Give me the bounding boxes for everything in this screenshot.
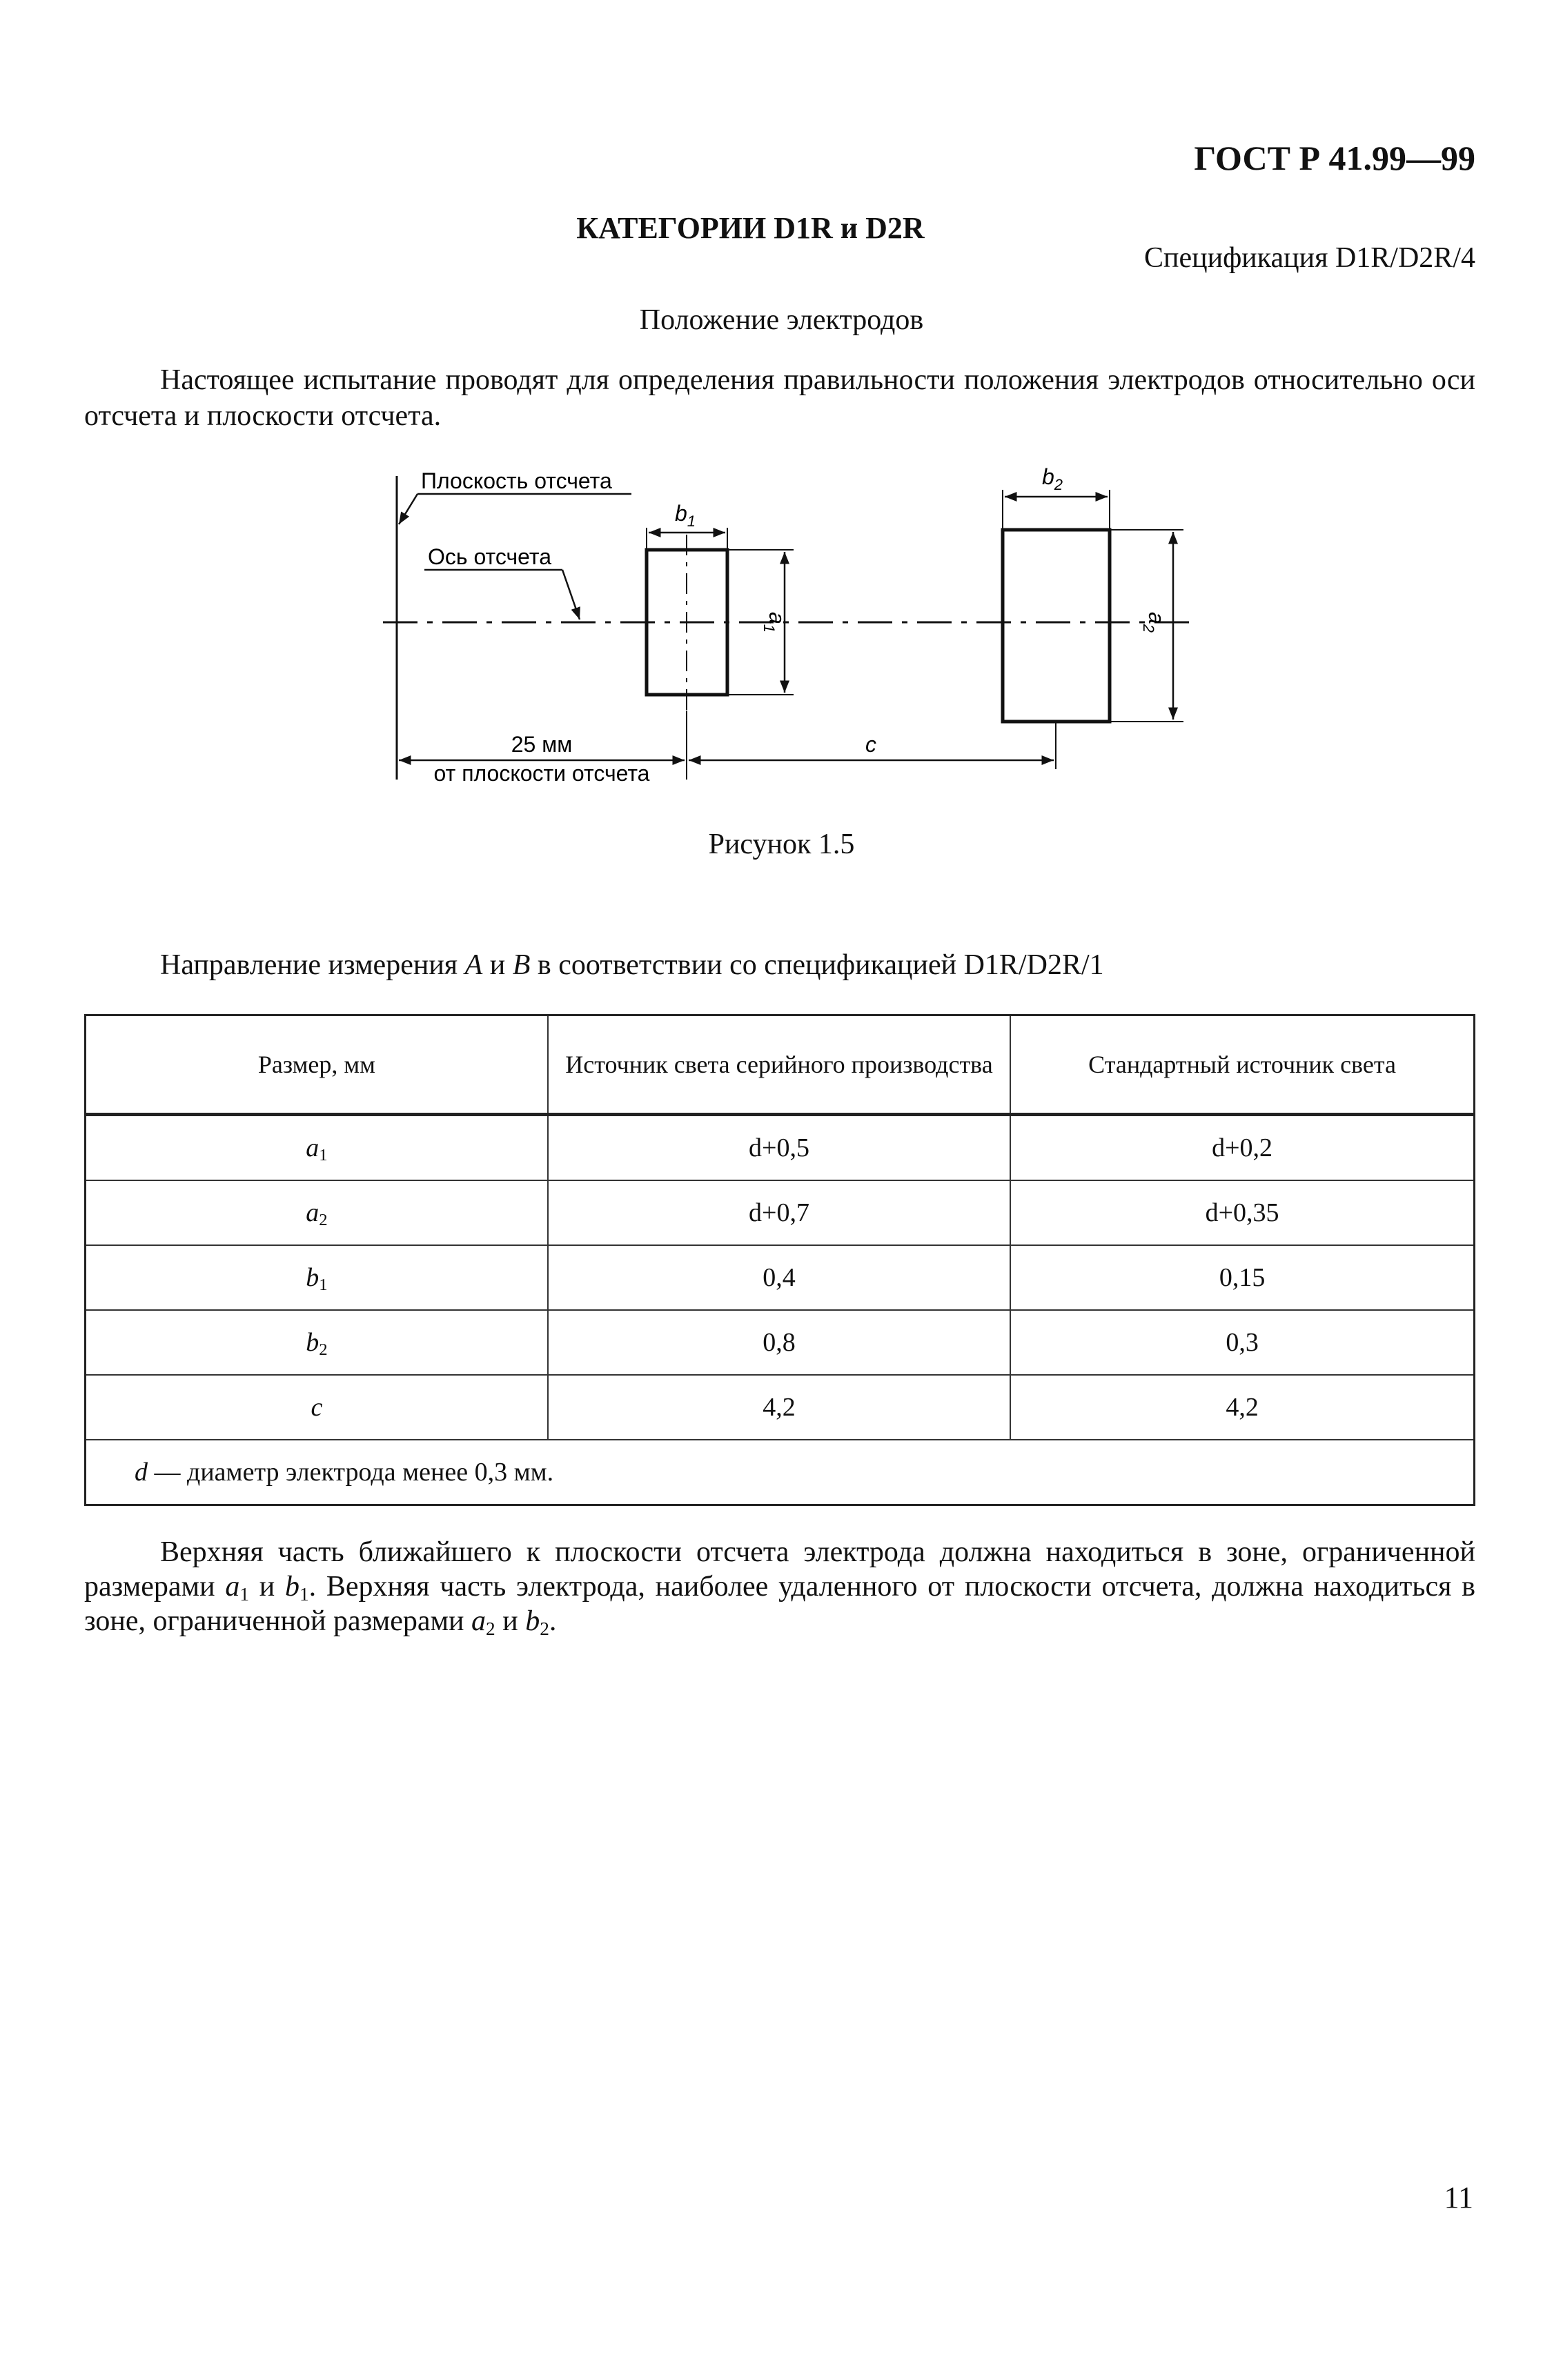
- figure-caption: Рисунок 1.5: [708, 829, 855, 860]
- note-symbol: d: [135, 1458, 148, 1487]
- electrode-2: [1003, 530, 1110, 722]
- page-number: 11: [1444, 2181, 1473, 2214]
- cell-standard: d+0,2: [1010, 1115, 1474, 1181]
- note-text: — диаметр электрода менее 0,3 мм.: [148, 1458, 554, 1487]
- axis-label: Ось отсчета: [428, 544, 551, 569]
- electrode-position-figure: [0, 455, 1563, 831]
- col-header-size: Размер, мм: [86, 1015, 548, 1115]
- figure-svg: [0, 455, 1563, 828]
- cell-serial: 4,2: [548, 1375, 1010, 1440]
- cell-standard: 0,3: [1010, 1310, 1474, 1375]
- dim-from-plane-label: от плоскости отсчета: [433, 761, 650, 786]
- dim-b1-label: $b_1$: [675, 501, 696, 530]
- table-heading-suffix: в соответствии со спецификацией D1R/D2R/1: [530, 949, 1104, 981]
- category-title: КАТЕГОРИИ D1R и D2R: [576, 211, 925, 245]
- cell-serial: d+0,7: [548, 1180, 1010, 1245]
- table-heading-and: и: [482, 949, 513, 981]
- cell-serial: 0,4: [548, 1245, 1010, 1310]
- dim-25mm-label: 25 мм: [511, 732, 573, 757]
- cell-standard: 0,15: [1010, 1245, 1474, 1310]
- cell-serial: d+0,5: [548, 1115, 1010, 1181]
- specification-label: Спецификация D1R/D2R/4: [1144, 242, 1475, 274]
- dim-b2-label: $b_2$: [1042, 464, 1063, 493]
- cell-dimension: $b_2$: [86, 1310, 548, 1375]
- intro-paragraph: Настоящее испытание проводят для определения правильности положения электродов относительно оси отсчета и плоскости отсчета.: [84, 364, 1475, 432]
- direction-a: A: [464, 949, 483, 981]
- cell-standard: d+0,35: [1010, 1180, 1474, 1245]
- table-row: [86, 1310, 1475, 1375]
- table-heading-prefix: Направление измерения: [160, 949, 465, 981]
- cell-dimension: $a_1$: [86, 1115, 548, 1181]
- document-code: ГОСТ Р 41.99—99: [1194, 139, 1475, 177]
- table-row: [86, 1375, 1475, 1440]
- cell-serial: 0,8: [548, 1310, 1010, 1375]
- direction-b: B: [512, 949, 531, 981]
- closing-paragraph: Верхняя часть ближайшего к плоскости отсчета электрода должна находиться в зоне, ограниченной размерами $a_1$ и $b_1$. Верхняя часть электрода, наиболее удаленного от плоскости отсчета, должна находиться в зоне, ограниченной размерами $a_2$ и $b_2$.: [84, 1536, 1475, 1639]
- cell-dimension: $b_1$: [86, 1245, 548, 1310]
- table-note: [86, 1440, 1475, 1505]
- dimensions-table: [84, 1014, 1475, 1506]
- dim-a1-label: $a_1$: [760, 611, 789, 633]
- table-row: [86, 1115, 1475, 1181]
- cell-standard: 4,2: [1010, 1375, 1474, 1440]
- section-title: Положение электродов: [639, 304, 924, 336]
- table-row: [86, 1180, 1475, 1245]
- cell-dimension: c: [86, 1375, 548, 1440]
- cell-dimension: $a_2$: [86, 1180, 548, 1245]
- col-header-standard: Стандартный источник света: [1010, 1015, 1474, 1115]
- dim-a2-label: $a_2$: [1140, 611, 1169, 633]
- table-header-row: [86, 1015, 1475, 1115]
- dim-c-label: c: [865, 732, 876, 757]
- table-note-row: [86, 1440, 1475, 1505]
- plane-label: Плоскость отсчета: [421, 468, 612, 493]
- col-header-serial: Источник света серийного производства: [548, 1015, 1010, 1115]
- table-row: [86, 1245, 1475, 1310]
- table-heading: [160, 949, 1104, 982]
